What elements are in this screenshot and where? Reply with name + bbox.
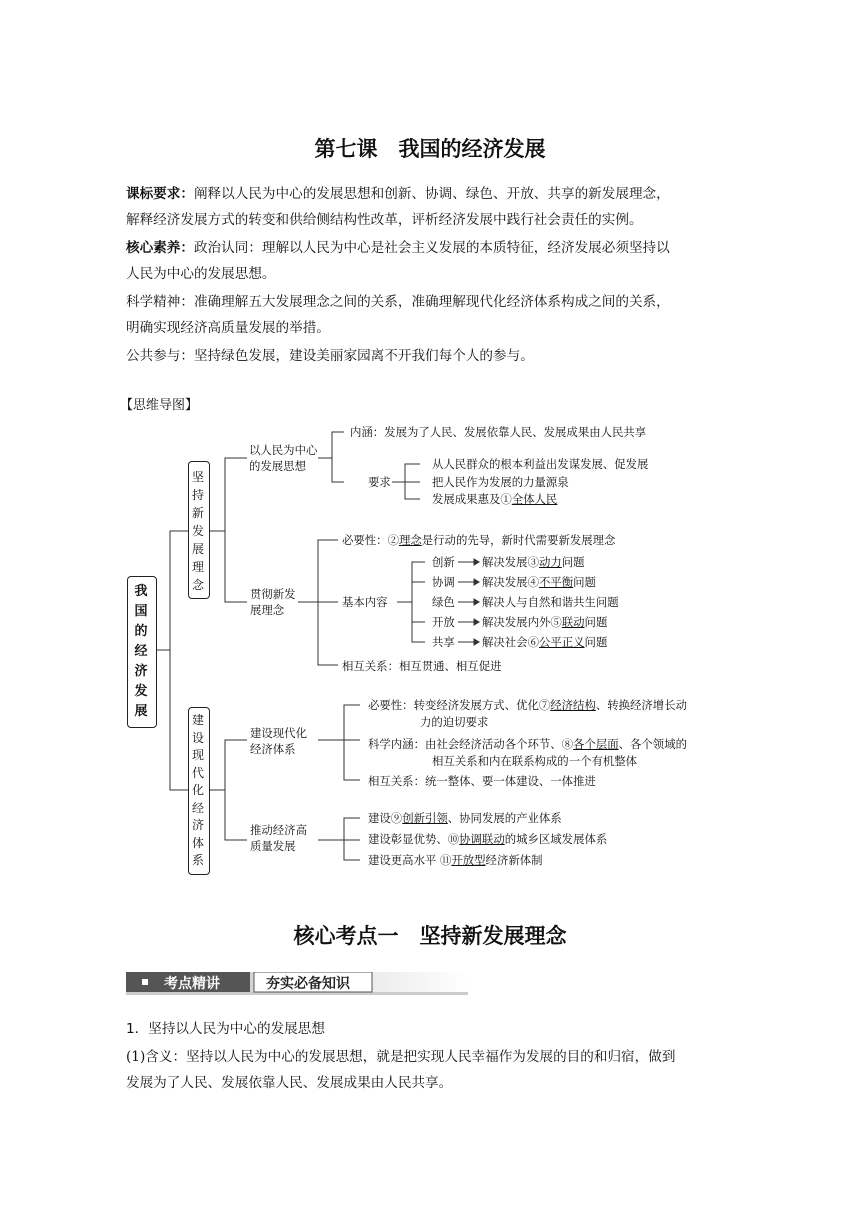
vertical-char: 建 (191, 713, 204, 727)
vertical-char: 发 (134, 684, 148, 699)
vertical-char: 经 (191, 800, 204, 815)
body-heading: 1．坚持以人民为中心的发展思想 (126, 1021, 325, 1037)
concept-desc-coordination (482, 575, 596, 589)
literacy-text-2: 人民为中心的发展思想。 (126, 266, 276, 282)
answer-6: 公平正义 (538, 635, 585, 649)
hq-3-pre: 建设更高水平 ⑪ (368, 853, 452, 867)
science-text: 科学精神：准确理解五大发展理念之间的关系，准确理解现代化经济体系构成之间的关系， (126, 294, 670, 310)
vertical-char: 的 (134, 624, 148, 639)
answer-5: 联动 (561, 615, 585, 629)
concept-desc: 解决人与自然和谐共生问题 (482, 595, 619, 609)
body-para-1: (1)含义：坚持以人民为中心的发展思想，就是把实现人民幸福作为发展的目的和归宿，做到 (126, 1049, 676, 1065)
vertical-char: 化 (191, 783, 204, 797)
concept-item-innovation (432, 555, 455, 569)
vertical-char: 经 (134, 644, 148, 659)
vertical-char: 国 (134, 604, 148, 619)
hq-2-pre: 建设彰显优势、⑩ (368, 832, 460, 846)
standard-label: 课标要求： (126, 186, 194, 202)
node-high-quality-line1: 推动经济高 (250, 823, 307, 837)
standard-text: 阐释以人民为中心的发展思想和创新、协调、绿色、开放、共享的新发展理念， (193, 186, 670, 202)
concept-desc-innovation (482, 555, 585, 569)
hq-1-post: 、协同发展的产业体系 (447, 811, 562, 825)
necessity-post: 是行动的先导，新时代需要新发展理念 (421, 533, 616, 547)
concept-item-share (432, 635, 455, 649)
node-high-quality-line2: 质量发展 (250, 839, 296, 853)
basic-content-label: 基本内容 (342, 595, 388, 609)
b2-scientific-pre: 科学内涵：由社会经济活动各个环节、⑧ (368, 737, 574, 751)
hq-1-pre: 建设⑨ (368, 811, 403, 825)
vertical-char: 济 (134, 664, 148, 679)
answer-8: 各个层面 (573, 737, 619, 751)
participation-text: 公共参与：坚持绿色发展，建设美丽家园离不开我们每个人的参与。 (126, 348, 534, 364)
node-new-concept-line2: 展理念 (250, 603, 285, 617)
vertical-char: 持 (191, 488, 204, 502)
science-text-2: 明确实现经济高质量发展的举措。 (126, 320, 330, 336)
concept-name: 共享 (432, 635, 455, 649)
b2-necessity-pre: 必要性：转变经济发展方式、优化⑦ (368, 698, 551, 712)
concept-desc-green (482, 595, 619, 609)
vertical-char: 我 (134, 584, 148, 599)
b2-scientific-line2: 相互关系和内在联系构成的一个有机整体 (432, 754, 638, 768)
vertical-char: 体 (191, 835, 204, 850)
concept-desc-share (482, 635, 607, 649)
neihan-text: 内涵：发展为了人民、发展依靠人民、发展成果由人民共享 (350, 425, 647, 439)
b2-scientific (368, 737, 687, 751)
req-1: 从人民群众的根本利益出发谋发展、促发展 (432, 457, 649, 471)
necessity-pre: 必要性：② (342, 533, 399, 547)
standard-text-2: 解释经济发展方式的转变和供给侧结构性改革，评析经济发展中践行社会责任的实例。 (126, 212, 643, 228)
concept-desc-tail: 问题 (584, 615, 608, 629)
node-modern-system-line1: 建设现代化 (250, 726, 307, 740)
concept-name: 开放 (432, 615, 455, 629)
concept-desc: 解决发展内外⑤ (482, 615, 562, 629)
concept-desc-tail: 问题 (573, 575, 596, 589)
answer-11: 开放型 (451, 853, 486, 867)
section-banner (126, 972, 468, 998)
body-para-2: 发展为了人民、发展依靠人民、发展成果由人民共享。 (126, 1075, 453, 1091)
mutual-relation-1: 相互关系：相互贯通、相互促进 (342, 659, 502, 673)
branch-new-concept-label (190, 468, 206, 594)
b2-necessity (368, 698, 687, 712)
node-people-centered-line2: 的发展思想 (249, 459, 306, 473)
branch-modern-economy-label (190, 712, 206, 870)
node-people-centered-line1: 以人民为中心 (249, 443, 318, 457)
vertical-char: 展 (134, 704, 148, 719)
concept-desc-tail: 问题 (561, 555, 585, 569)
req-3 (432, 492, 557, 506)
req-3-pre: 发展成果惠及① (432, 492, 512, 506)
vertical-char: 系 (191, 853, 204, 867)
hq-item-3 (368, 853, 543, 867)
vertical-char: 新 (191, 506, 204, 520)
concept-item-open (432, 615, 455, 629)
vertical-char: 代 (191, 765, 204, 780)
concept-desc: 解决发展③ (482, 555, 539, 569)
vertical-char: 展 (191, 542, 204, 556)
answer-10: 协调联动 (459, 832, 505, 846)
node-new-concept-line1: 贯彻新发 (250, 587, 296, 601)
literacy-text: 政治认同：理解以人民为中心是社会主义发展的本质特征，经济发展必须坚持以 (193, 240, 670, 256)
req-2: 把人民作为发展的力量源泉 (432, 475, 569, 489)
concept-name: 创新 (432, 555, 455, 569)
vertical-char: 发 (191, 524, 204, 538)
banner-right-label: 夯实必备知识 (266, 976, 350, 992)
concept-item-green (432, 595, 455, 609)
section-title: 核心考点一 坚持新发展理念 (293, 924, 567, 948)
node-high-quality (250, 823, 307, 853)
b2-necessity-line2: 力的迫切要求 (420, 715, 489, 729)
concept-desc: 解决社会⑥ (482, 635, 539, 649)
concept-desc-tail: 问题 (584, 635, 608, 649)
vertical-char: 设 (191, 730, 204, 745)
concept-item-coordination (432, 575, 455, 589)
vertical-char: 念 (191, 578, 204, 592)
answer-9: 创新引领 (402, 811, 448, 825)
vertical-char: 济 (191, 818, 204, 832)
body-block (126, 1016, 738, 1096)
answer-1: 全体人民 (511, 492, 558, 506)
yaoqiu-label: 要求 (368, 475, 391, 489)
vertical-char: 坚 (191, 470, 204, 484)
hq-item-1 (368, 811, 562, 825)
answer-4: 不平衡 (538, 575, 574, 589)
concept-name: 绿色 (432, 595, 455, 609)
b2-scientific-post: 、各个领域的 (618, 737, 687, 751)
answer-2: 理念 (398, 533, 422, 547)
concept-desc: 解决发展④ (482, 575, 539, 589)
node-modern-system (250, 726, 307, 756)
mindmap-label: 【思维导图】 (120, 398, 199, 413)
answer-7: 经济结构 (550, 698, 596, 712)
answer-3: 动力 (538, 555, 562, 569)
node-people-centered (249, 443, 317, 473)
b2-necessity-post: 、转换经济增长动 (595, 698, 687, 712)
hq-2-post: 的城乡区域发展体系 (504, 832, 608, 846)
mindmap-root-label (133, 582, 149, 722)
node-modern-system-line2: 经济体系 (250, 742, 296, 756)
banner-left-label: 考点精讲 (164, 976, 220, 992)
page-title: 第七课 我国的经济发展 (314, 137, 546, 161)
vertical-char: 理 (191, 560, 204, 574)
node-new-concept (250, 587, 296, 617)
necessity-text (342, 533, 615, 547)
vertical-char: 现 (191, 748, 204, 762)
hq-item-2 (368, 832, 607, 846)
b2-mutual: 相互关系：统一整体、要一体建设、一体推进 (368, 774, 596, 788)
concept-desc-open (482, 615, 607, 629)
literacy-label: 核心素养： (126, 240, 194, 256)
concept-name: 协调 (432, 575, 455, 589)
hq-3-post: 经济新体制 (485, 853, 543, 867)
